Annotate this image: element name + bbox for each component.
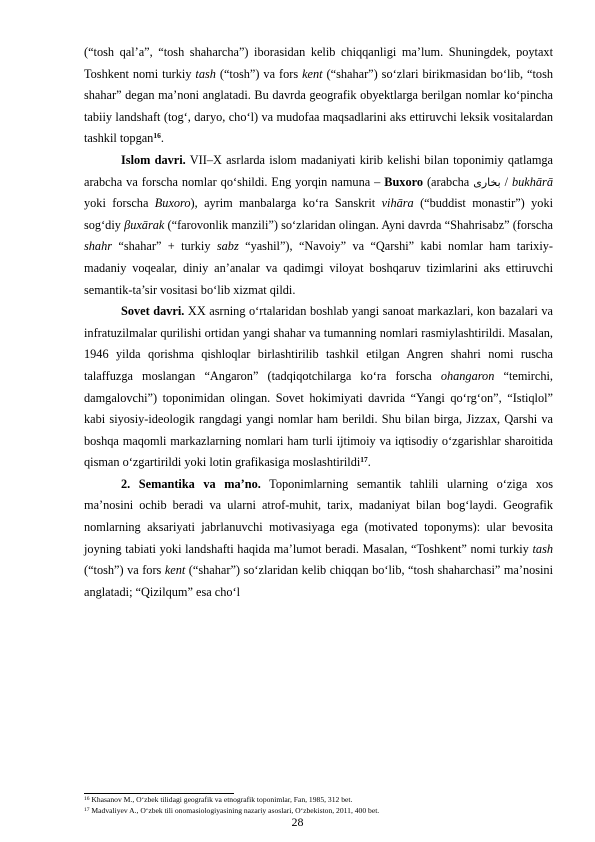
text: (“tosh”) va fors [84,563,165,578]
bold-term: Buxoro [384,174,423,189]
footnote-16 [84,795,553,806]
italic-term: ohangaron [440,368,495,383]
footnote-number: 17 [84,806,90,813]
footnote-ref-17[interactable]: 17 [360,455,368,465]
italic-term: βuxārak [124,217,165,232]
italic-term: tash [195,66,216,81]
text: (“shahar”) so‘zlari birikmasidan bo‘lib, “tosh shahar” degan ma’noni anglatadi. Bu davrda geografik obyektlarga berilgan nomlar ko‘pincha tabiiy landshaft (tog‘, daryo, cho‘l) va mudofaa maqsadlarini aks ettiruvchi leksik vositalardan tashkil topgan [84,66,554,146]
italic-term: sabz [216,239,239,254]
italic-term: tash [532,541,553,556]
italic-term: bukhārā [512,174,553,189]
text: . [160,131,164,146]
section-heading: 2. Semantika va ma’no. [121,476,261,491]
text: XX asrning o‘rtalaridan boshlab yangi sanoat markazlari, kon bazalari va infratuzilmalar qurilishi ortidan yangi shahar va tumanning nomlari rasmiylashtirildi. Masalan, 1946 yilda qorishma qishloqlar birlashtirilib tashkil etilgan Angren shahri nomi ruscha talaffuzga moslangan “Angaron” (tadqiqotchilarga ko‘ra forscha [84,304,553,383]
footnotes [84,795,553,816]
text: “temirchi, damgalovchi”) toponimidan olingan. Sovet hokimiyati davrida “Yangi qo‘rg‘on”, “Istiqlol” kabi siyosiy-ideologik rangdagi yangi nomlar ham berildi. Shu bilan birga, Jizzax, Qarshi va boshqa maqomli markazlarning nomlari ham turli ijtimoiy va iqtisodiy o‘zgarishlar sharoitida qisman o‘zgartirildi yoki lotin grafikasiga moslashtirildi [84,368,553,470]
italic-term: Buxoro [154,196,191,211]
text: . [367,455,371,470]
text: “shahar” + turkiy [112,239,217,254]
text: VII–X asrlarda islom madaniyati kirib kelishi bilan toponimiy qatlamga arabcha va forscha nomlar qo‘shildi. Eng yorqin namuna – [84,152,553,189]
text: yoki forscha [84,196,155,211]
text: ), ayrim manbalarga ko‘ra Sanskrit [190,196,382,211]
paragraph-sovet-davri [84,301,553,474]
footnote-ref-16[interactable]: 16 [153,131,161,141]
section-heading: Sovet davri. [121,304,185,319]
footnote-number: 16 [84,796,90,802]
italic-term: vihāra [381,196,414,211]
italic-term: shahr [84,239,113,254]
section-heading: Islom davri. [121,152,186,167]
paragraph-islom-davri [84,150,553,301]
paragraph-1 [84,42,553,150]
text: (“farovonlik manzili”) so‘zlaridan olingan. Ayni davrda “Shahrisabz” (forscha [164,217,553,232]
text: (“shahar”) so‘zlaridan kelib chiqqan bo‘lib, “tosh shaharchasi” ma’nosini anglatadi; “Qizilqum” esa cho‘l [84,563,554,599]
arabic-term: بخارى [473,175,501,189]
page-number: 28 [291,815,304,829]
text: (arabcha [422,174,474,189]
text: (“tosh qal’a”, “tosh shaharcha”) iborasidan kelib chiqqanligi ma’lum. Shuningdek, poytaxt Toshkent nomi turkiy [84,45,553,81]
text: / [500,174,512,189]
text: (“buddist monastir”) yoki sog‘diy [84,196,554,232]
text: Toponimlarning semantik tahlili ularning o‘ziga xos ma’nosini ochib beradi va ularni atrof-muhit, tarix, madaniyat bilan bog‘laydi. Geografik nomlarning aksariyati jabrlanuvchi motivasiyaga ega (motivated toponyms): ular bevosita joyning tabiati yoki landshafti haqida ma’lumot beradi. Masalan, “Toshkent” nomi turkiy [84,476,553,556]
italic-term: kent [302,66,323,81]
footnote-text: Khasanov M., O‘zbek tilidagi geografik va etnografik toponimlar, Fan, 1985, 312 bet. [89,795,353,804]
page-body [84,42,553,603]
text: (“tosh”) va fors [215,66,303,81]
paragraph-semantika [84,474,553,604]
text: “yashil”), “Navoiy” va “Qarshi” kabi nomlar ham tarixiy-madaniy voqealar, diniy an’analar va qadimgi viloyat boshqaruv tizimlarini aks ettiruvchi semantik-ta’sir vositasi bo‘lib xizmat qildi. [84,239,553,297]
italic-term: kent [164,563,186,578]
footnote-divider [84,793,234,794]
footnote-text: Madvaliyev A., O‘zbek tili onomasiologiyasining nazariy asoslari, O‘zbekiston, 2011, 400 bet. [89,805,380,815]
